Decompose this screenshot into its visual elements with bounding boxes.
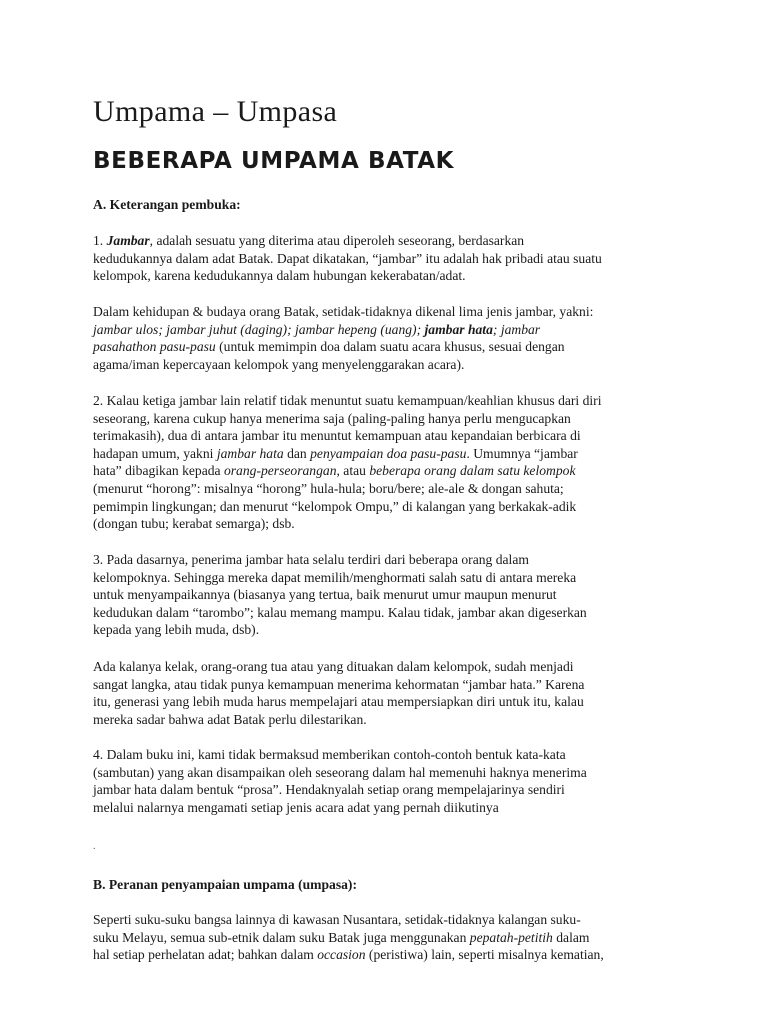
subheading-a: A. Keterangan pembuka: — [93, 197, 241, 212]
text-line: hadapan umum, yakni jambar hata dan penyampaian doa pasu-pasu. Umumnya “jambar — [93, 445, 578, 461]
text-line: sangat langka, atau tidak punya kemampuan menerima kehormatan “jambar hata.” Karena — [93, 676, 585, 692]
paragraph-5 — [93, 658, 673, 728]
text-line: (sambutan) yang akan disampaikan oleh seseorang dalam hal memenuhi haknya menerima — [93, 764, 587, 780]
text-line: hal setiap perhelatan adat; bahkan dalam occasion (peristiwa) lain, seperti misalnya kematian, — [93, 947, 604, 963]
text-line: Ada kalanya kelak, orang-orang tua atau yang dituakan dalam kelompok, sudah menjadi — [93, 659, 574, 674]
text-line: jambar ulos; jambar juhut (daging); jambar hepeng (uang); jambar hata; jambar — [93, 321, 541, 337]
text-line: pemimpin lingkungan; dan menurut “kelompok Ompu,” di kalangan yang berkakak-adik — [93, 498, 577, 514]
text-line: untuk menyampaikannya (biasanya yang tertua, baik menurut umur maupun menurut — [93, 587, 557, 603]
text-line: (menurut “horong”: misalnya “horong” hula-hula; boru/bere; ale-ale & dongan sahuta; — [93, 480, 564, 496]
text-line: kedudukannya dalam adat Batak. Dapat dikatakan, “jambar” itu adalah hak pribadi atau suatu — [93, 250, 602, 266]
text-line: (dongan tubu; kerabat semarga); dsb. — [93, 516, 295, 532]
text-line: mereka sadar bahwa adat Batak perlu dilestarikan. — [93, 711, 367, 727]
paragraph-7 — [93, 911, 673, 964]
section-heading: BEBERAPA UMPAMA BATAK — [93, 148, 455, 174]
paragraph-6 — [93, 746, 673, 816]
text-line: 1. Jambar, adalah sesuatu yang diterima atau diperoleh seseorang, berdasarkan — [93, 233, 525, 248]
subheading-b: B. Peranan penyampaian umpama (umpasa): — [93, 877, 357, 892]
text-line: seseorang, karena cukup hanya menerima saja (paling-paling hanya perlu mengucapkan — [93, 410, 571, 426]
text-line: agama/iman kepercayaan kelompok yang menyelenggarakan acara). — [93, 356, 465, 372]
text-line: Seperti suku-suku bangsa lainnya di kawasan Nusantara, setidak-tidaknya kalangan suku- — [93, 912, 581, 927]
text-line: kelompok, karena kedudukannya dalam hubungan kekerabatan/adat. — [93, 268, 466, 284]
text-line: kepada yang lebih muda, dsb). — [93, 622, 260, 638]
paragraph-1 — [93, 232, 673, 285]
text-line: 4. Dalam buku ini, kami tidak bermaksud memberikan contoh-contoh bentuk kata-kata — [93, 747, 566, 762]
text-line: Dalam kehidupan & budaya orang Batak, setidak-tidaknya dikenal lima jenis jambar, yakni: — [93, 304, 594, 319]
text-line: melalui nalarnya mengamati setiap jenis acara adat yang pernah diikutinya — [93, 799, 499, 815]
document-title: Umpama – Umpasa — [93, 95, 338, 128]
text-line: hata” dibagikan kepada orang-perseorangan, atau beberapa orang dalam satu kelompok — [93, 463, 576, 479]
stray-dot: . — [93, 841, 96, 852]
text-line: 2. Kalau ketiga jambar lain relatif tidak menuntut suatu kemampuan/keahlian khusus dari diri — [93, 393, 602, 408]
text-line: terimakasih), dua di antara jambar itu menuntut kemampuan atau kepandaian berbicara di — [93, 428, 581, 444]
text-line: 3. Pada dasarnya, penerima jambar hata selalu terdiri dari beberapa orang dalam — [93, 552, 529, 567]
text-line: jambar hata dalam bentuk “prosa”. Hendaknyalah setiap orang mempelajarinya sendiri — [93, 782, 565, 798]
text-line: pasahathon pasu-pasu (untuk memimpin doa dalam suatu acara khusus, sesuai dengan — [93, 339, 565, 355]
paragraph-3 — [93, 392, 673, 533]
text-line: itu, generasi yang lebih muda harus mempelajari atau mempersiapkan diri untuk itu, kalau — [93, 694, 584, 710]
text-line: suku Melayu, semua sub-etnik dalam suku Batak juga menggunakan pepatah-petitih dalam — [93, 929, 590, 945]
paragraph-2 — [93, 303, 673, 373]
text-line: kedudukan dalam “tarombo”; kalau memang mampu. Kalau tidak, jambar akan digeserkan — [93, 604, 587, 620]
text-line: kelompoknya. Sehingga mereka dapat memilih/menghormati salah satu di antara mereka — [93, 569, 577, 585]
paragraph-4 — [93, 551, 673, 639]
